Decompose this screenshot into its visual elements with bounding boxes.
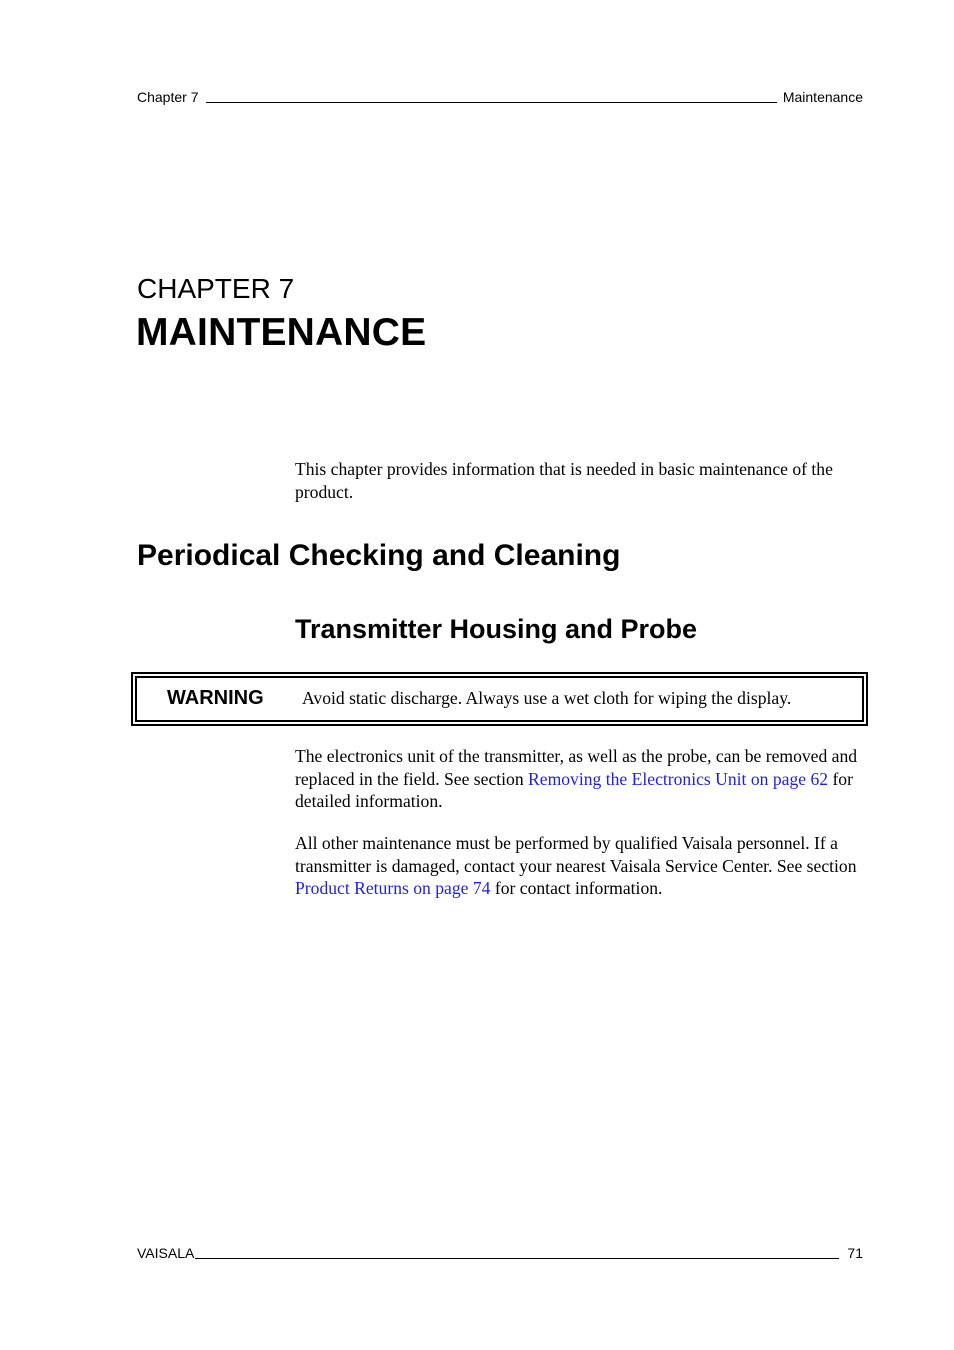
footer-rule xyxy=(195,1257,839,1259)
electronics-paragraph xyxy=(295,745,865,813)
page-number: 71 xyxy=(847,1245,863,1261)
section-heading: Periodical Checking and Cleaning xyxy=(137,539,621,572)
product-returns-link[interactable]: Product Returns on page 74 xyxy=(295,878,491,898)
chapter-title: MAINTENANCE xyxy=(136,311,427,354)
running-header xyxy=(137,87,863,105)
header-section: Maintenance xyxy=(782,89,863,105)
intro-paragraph: This chapter provides information that is needed in basic maintenance of the product. xyxy=(295,459,833,502)
subsection-heading: Transmitter Housing and Probe xyxy=(295,614,698,644)
warning-text: Avoid static discharge. Always use a wet cloth for wiping the display. xyxy=(302,688,792,708)
footer-company: VAISALA xyxy=(137,1245,195,1261)
warning-box xyxy=(131,672,868,726)
warning-inner-frame xyxy=(135,676,864,722)
header-rule xyxy=(206,101,776,103)
electronics-paragraph-tail: for detailed information. xyxy=(295,768,853,811)
warning-label: WARNING xyxy=(167,687,264,709)
running-footer xyxy=(137,1243,863,1261)
removing-electronics-link[interactable]: Removing the Electronics Unit on page 62 xyxy=(528,768,829,789)
maintenance-paragraph xyxy=(295,832,865,900)
maintenance-paragraph-text: All other maintenance must be performed by qualified Vaisala personnel. If a transmitter is damaged, contact your nearest Vaisala Service Center. See section xyxy=(295,833,857,876)
maintenance-paragraph-tail: for contact information. xyxy=(490,878,663,898)
chapter-label: CHAPTER 7 xyxy=(137,273,295,304)
header-chapter: Chapter 7 xyxy=(137,89,199,105)
electronics-paragraph-text: The electronics unit of the transmitter, as well as the probe, can be removed and replaced in the field. See section xyxy=(295,746,858,789)
